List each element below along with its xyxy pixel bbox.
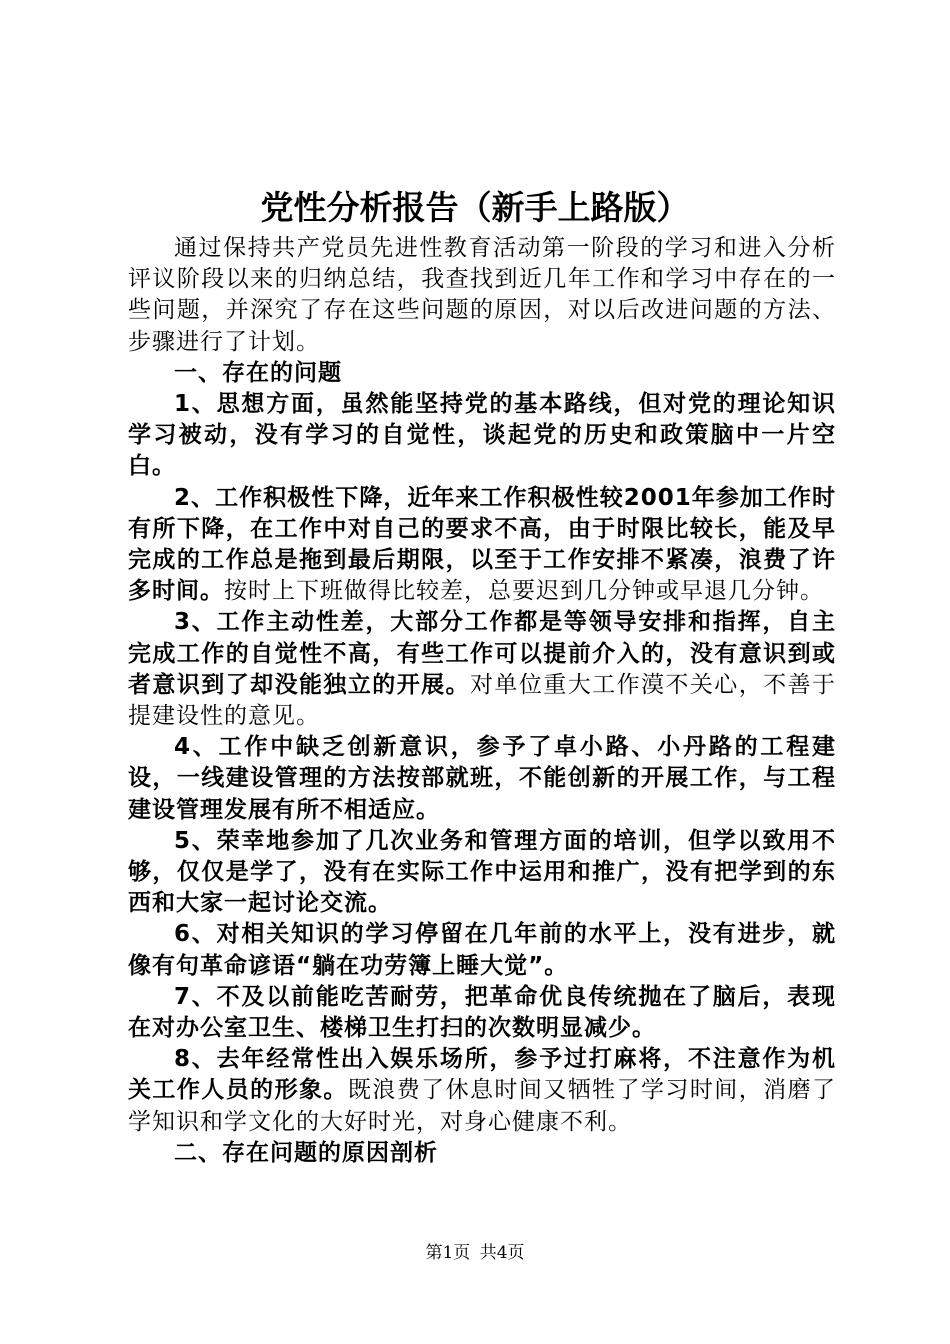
page-total: 共4页 — [479, 1243, 525, 1263]
problem-item-7-text: 7、不及以前能吃苦耐劳，把革命优良传统抛在了脑后，表现在对办公室卫生、楼梯卫生打扫的次数明显减少。 — [128, 983, 836, 1042]
problem-item-4-text: 4、工作中缺乏创新意识，参予了卓小路、小丹路的工程建设，一线建设管理的方法按部就班，不能创新的开展工作，与工程建设管理发展有所不相适应。 — [128, 734, 836, 823]
section-heading-causes — [128, 1138, 836, 1169]
problem-item-5-text: 5、荣幸地参加了几次业务和管理方面的培训，但学以致用不够，仅仅是学了，没有在实际工作中运用和推广，没有把学到的东西和大家一起讨论交流。 — [128, 827, 836, 917]
problem-item-3-tail: 对单位重大工作漠不关心，不善于提建设性的意见。 — [128, 671, 837, 730]
problem-item-3-text: 3、工作主动性差，大部分工作都是等领导安排和指挥，自主完成工作的自觉性不高，有些工作可以提前介入的，没有意识到或者意识到了却没能独立的开展。 — [128, 609, 836, 698]
document-title: 党性分析报告（新手上路版） — [260, 188, 690, 227]
problem-item-1-text: 1、思想方面，虽然能坚持党的基本路线，但对党的理论知识学习被动，没有学习的自觉性，谈起党的历史和政策脑中一片空白。 — [128, 391, 836, 480]
problem-item-6 — [128, 919, 836, 981]
page-footer — [0, 1241, 950, 1265]
document-body — [128, 233, 836, 1169]
problem-item-2-tail: 按时上下班做得比较差，总要迟到几分钟或早退几分钟。 — [224, 578, 824, 605]
problem-item-6-text: 6、对相关知识的学习停留在几年前的水平上，没有进步，就像有句革命谚语“躺在功劳簿上睡大觉”。 — [128, 921, 836, 979]
problem-item-8-tail: 既浪费了休息时间又牺牲了学习时间，消磨了学知识和学文化的大好时光，对身心健康不利。 — [128, 1077, 837, 1135]
problem-item-4 — [128, 732, 836, 826]
problem-item-3 — [128, 607, 836, 732]
intro-text: 通过保持共产党员先进性教育活动第一阶段的学习和进入分析评议阶段以来的归纳总结，我查找到近几年工作和学习中存在的一些问题，并深究了存在这些问题的原因，对以后改进问题的方法、步骤进行了计划。 — [128, 235, 836, 355]
intro-paragraph — [128, 233, 836, 358]
section-heading-problems — [128, 358, 836, 389]
section-heading-problems-text: 一、存在的问题 — [174, 359, 342, 386]
problem-item-8 — [128, 1044, 836, 1138]
page-number: 第1页 — [425, 1243, 471, 1263]
problem-item-2 — [128, 483, 836, 608]
problem-item-5 — [128, 826, 836, 920]
problem-item-2-text: 2、工作积极性下降，近年来工作积极性较2001年参加工作时有所下降，在工作中对自己的要求不高，由于时限比较长，能及早完成的工作总是拖到最后期限，以至于工作安排不紧凑，浪费了许多时间。 — [128, 484, 836, 605]
problem-item-8-text: 8、去年经常性出入娱乐场所，参予过打麻将，不注意作为机关工作人员的形象。 — [128, 1046, 836, 1104]
problem-item-1 — [128, 389, 836, 483]
section-heading-causes-text: 二、存在问题的原因剖析 — [174, 1139, 438, 1166]
problem-item-7 — [128, 982, 836, 1044]
